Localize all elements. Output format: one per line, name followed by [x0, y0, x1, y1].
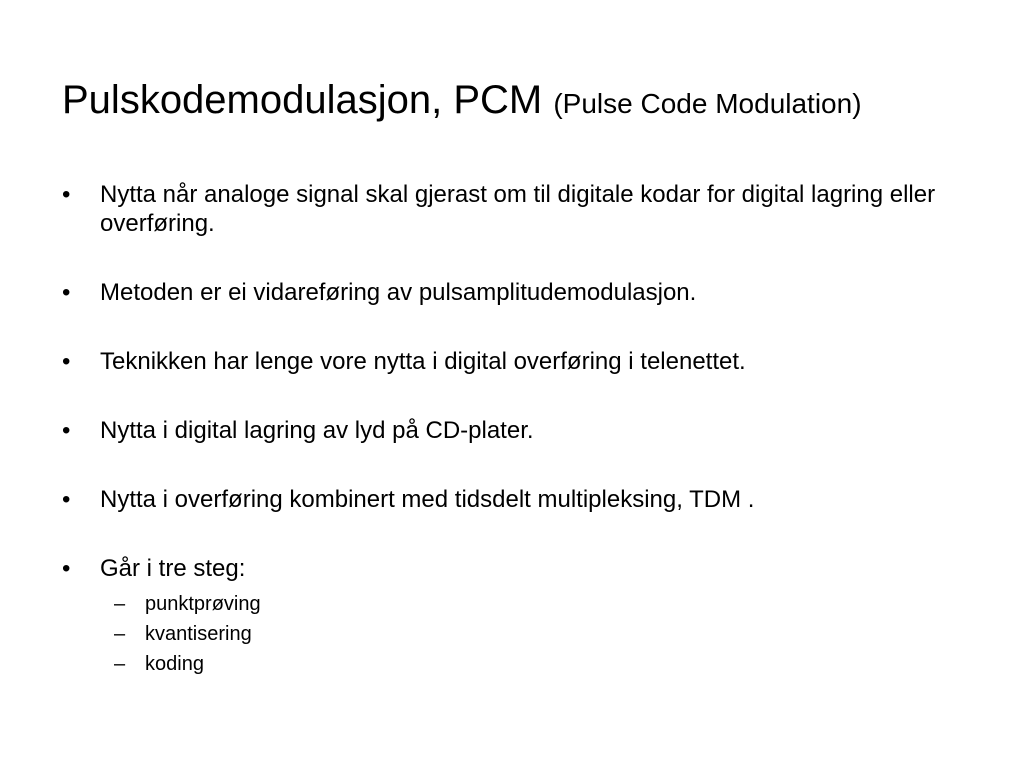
bullet-marker: •: [62, 181, 71, 208]
bullet-item: [62, 485, 962, 514]
bullet-item: [62, 180, 962, 238]
slide-title: [62, 76, 862, 128]
dash-marker: –: [114, 653, 126, 675]
bullet-text: Nytta i digital lagring av lyd på CD-plater.: [100, 417, 534, 444]
bullet-list: [62, 180, 962, 679]
title-main: Pulskodemodulasjon, PCM: [62, 78, 543, 122]
dash-marker: –: [114, 623, 126, 645]
bullet-marker: •: [62, 486, 71, 513]
bullet-marker: •: [62, 555, 71, 582]
sub-bullet-text: koding: [145, 653, 204, 675]
sub-bullet-text: punktprøving: [145, 593, 261, 615]
bullet-marker: •: [62, 279, 71, 306]
bullet-item: [62, 278, 962, 307]
dash-marker: –: [114, 593, 126, 615]
bullet-item: [62, 554, 962, 679]
title-subtitle: (Pulse Code Modulation): [553, 88, 862, 119]
bullet-item: [62, 416, 962, 445]
sub-bullet-list: [100, 589, 962, 679]
bullet-marker: •: [62, 348, 71, 375]
bullet-marker: •: [62, 417, 71, 444]
sub-bullet-item: [100, 649, 962, 679]
sub-bullet-item: [100, 619, 962, 649]
bullet-text: Nytta i overføring kombinert med tidsdelt multipleksing, TDM .: [100, 486, 755, 513]
bullet-text: Nytta når analoge signal skal gjerast om til digitale kodar for digital lagring eller overføring.: [100, 181, 936, 237]
bullet-text: Metoden er ei vidareføring av pulsamplitudemodulasjon.: [100, 279, 697, 306]
sub-bullet-item: [100, 589, 962, 619]
sub-bullet-text: kvantisering: [145, 623, 252, 645]
bullet-text: Teknikken har lenge vore nytta i digital overføring i telenettet.: [100, 348, 746, 375]
bullet-text: Går i tre steg:: [100, 555, 246, 582]
bullet-item: [62, 347, 962, 376]
